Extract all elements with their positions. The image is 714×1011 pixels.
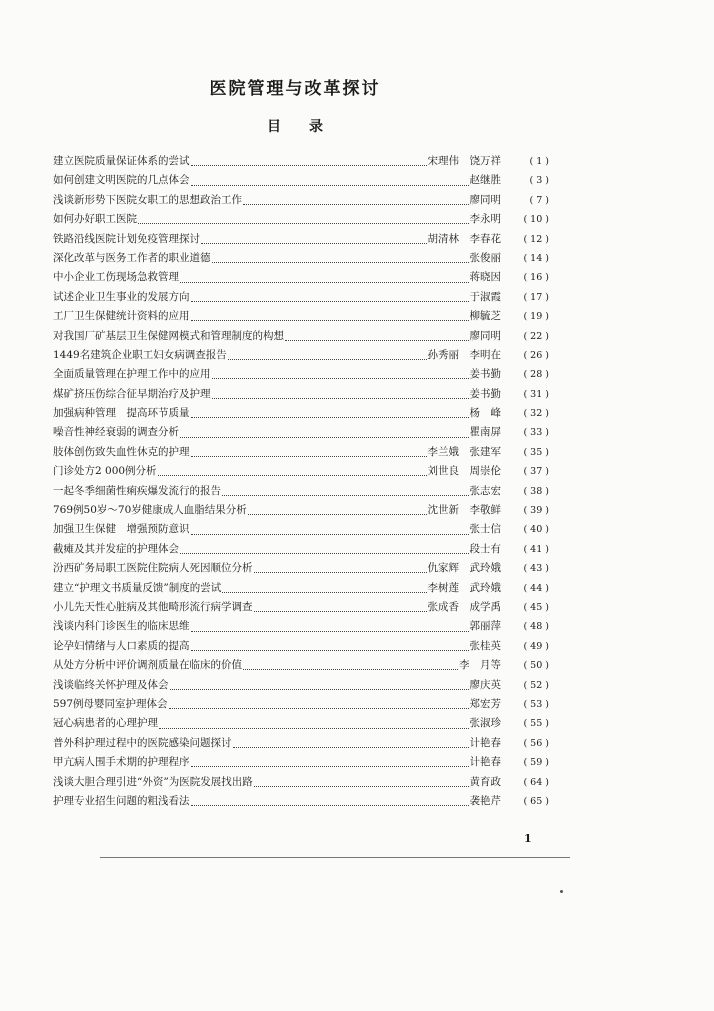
dot-leader	[285, 328, 469, 341]
dot-leader	[248, 502, 427, 515]
entry-title: 浅谈内科门诊医生的临床思维	[53, 620, 190, 633]
entry-title: 如何创建文明医院的几点体会	[53, 174, 190, 187]
entry-page: ( 17 )	[523, 291, 549, 303]
entry-title: 全面质量管理在护理工作中的应用	[53, 368, 211, 381]
entry-author: 张士信	[469, 523, 501, 536]
entry-page-number: 43	[530, 563, 543, 575]
entry-title: 深化改革与医务工作者的职业道德	[53, 251, 211, 264]
bottom-rule	[100, 857, 570, 858]
entry-page: ( 64 )	[523, 776, 549, 788]
entry-page-number: 50	[530, 660, 543, 672]
entry-page: ( 55 )	[523, 718, 549, 730]
entry-page: ( 33 )	[523, 427, 549, 439]
dot-leader	[254, 599, 427, 612]
toc-entry	[53, 637, 549, 656]
entry-author: 李永明	[469, 213, 501, 226]
entry-page: ( 31 )	[523, 388, 549, 400]
dot-leader	[191, 522, 469, 535]
toc-entry	[53, 268, 549, 287]
toc-entry	[53, 540, 549, 559]
entry-page: ( 38 )	[523, 485, 549, 497]
entry-page: ( 43 )	[523, 563, 549, 575]
entry-page-number: 44	[530, 582, 543, 594]
entry-page: ( 45 )	[523, 601, 549, 613]
entry-title: 一起冬季细菌性痢疾爆发流行的报告	[53, 484, 221, 497]
entry-author: 于淑霞	[469, 290, 501, 303]
entry-page-number: 19	[530, 311, 543, 323]
entry-author: 张俊丽	[469, 251, 501, 264]
entry-title: 769例50岁～70岁健康成人血脂结果分析	[53, 504, 247, 517]
toc-entry	[53, 307, 549, 326]
entry-page-number: 41	[530, 543, 543, 555]
entry-title: 甲亢病人围手术期的护理程序	[53, 756, 190, 769]
entry-page: ( 14 )	[523, 252, 549, 264]
entry-page: ( 49 )	[523, 640, 549, 652]
entry-title: 加强卫生保健 增强预防意识	[53, 523, 190, 536]
toc-entry	[53, 462, 549, 481]
entry-page: ( 12 )	[523, 233, 549, 245]
entry-page-number: 37	[530, 466, 543, 478]
entry-page-number: 39	[530, 505, 543, 517]
entry-title: 从处方分析中评价调剂质量在临床的价值	[53, 659, 242, 672]
entry-author: 张桂英	[469, 639, 501, 652]
book-title: 医院管理与改革探讨	[209, 79, 381, 99]
entry-author: 廖同明	[469, 329, 501, 342]
entry-title: 加强病种管理 提高环节质量	[53, 407, 190, 420]
entry-author: 廖庆英	[469, 678, 501, 691]
entry-author: 赵继胜	[469, 174, 501, 187]
entry-author: 郭丽萍	[469, 620, 501, 633]
dot-leader	[254, 774, 469, 787]
entry-page: ( 50 )	[523, 660, 549, 672]
entry-page: ( 19 )	[523, 311, 549, 323]
dot-leader	[191, 754, 469, 767]
toc-entry	[53, 346, 549, 365]
toc-entry	[53, 327, 549, 346]
entry-title: 普外科护理过程中的医院感染问题探讨	[53, 736, 232, 749]
entry-title: 肢体创伤致失血性休克的护理	[53, 445, 190, 458]
entry-page-number: 49	[530, 640, 543, 652]
entry-author: 李树莲 武玲娥	[427, 581, 501, 594]
entry-author: 杨 峰	[469, 407, 501, 420]
entry-author: 孙秀丽 李明在	[427, 348, 501, 361]
entry-title: 1449名建筑企业职工妇女病调查报告	[53, 348, 227, 361]
dot-leader	[191, 153, 427, 166]
entry-title: 噪音性神经衰弱的调查分析	[53, 426, 179, 439]
entry-author: 李兰娥 张建军	[427, 445, 501, 458]
toc-entry	[53, 734, 549, 753]
table-of-contents	[53, 152, 549, 811]
entry-page-number: 59	[530, 757, 543, 769]
toc-entry	[53, 249, 549, 268]
entry-page: ( 32 )	[523, 408, 549, 420]
entry-author: 袭艳芹	[469, 794, 501, 807]
entry-title: 建立医院质量保证体系的尝试	[53, 155, 190, 167]
entry-title: 护理专业招生问题的粗浅看法	[53, 794, 190, 807]
dot-leader	[180, 270, 469, 283]
toc-heading: 目 录	[267, 119, 323, 135]
dot-leader	[170, 677, 469, 690]
entry-page: ( 40 )	[523, 524, 549, 536]
dot-leader	[191, 405, 469, 418]
dot-leader	[191, 619, 469, 632]
toc-entry	[53, 482, 549, 501]
toc-entry	[53, 579, 549, 598]
entry-page-number: 65	[530, 795, 543, 807]
toc-entry	[53, 230, 549, 249]
entry-title: 浅谈临终关怀护理及体会	[53, 678, 169, 691]
dot-leader	[212, 366, 469, 379]
entry-author: 沈世新 李敬鲜	[427, 504, 501, 517]
entry-page-number: 40	[530, 524, 543, 536]
entry-author: 黄育政	[469, 775, 501, 788]
entry-title: 如何办好职工医院	[53, 213, 137, 226]
dot-leader	[212, 250, 469, 263]
entry-page-number: 14	[530, 252, 543, 264]
entry-page-number: 48	[530, 621, 543, 633]
entry-title: 对我国厂矿基层卫生保健网模式和管理制度的构想	[53, 329, 284, 342]
entry-title: 工厂卫生保健统计资料的应用	[53, 310, 190, 323]
entry-title: 汾西矿务局职工医院住院病人死因顺位分析	[53, 562, 253, 575]
toc-entry	[53, 617, 549, 636]
entry-page: ( 35 )	[523, 446, 549, 458]
dot-leader	[191, 638, 469, 651]
entry-author: 张成香 成学禹	[427, 600, 501, 613]
entry-page: ( 59 )	[523, 757, 549, 769]
entry-author: 蒋晓因	[469, 271, 501, 284]
toc-entry	[53, 714, 549, 733]
entry-page: ( 41 )	[523, 543, 549, 555]
entry-author: 姜书勤	[469, 387, 501, 400]
dot-leader	[243, 657, 458, 670]
entry-page: ( 7 )	[529, 194, 549, 206]
entry-page-number: 17	[530, 291, 543, 303]
entry-page: ( 3 )	[529, 175, 549, 187]
entry-title: 浅谈新形势下医院女职工的思想政治工作	[53, 193, 242, 206]
entry-title: 中小企业工伤现场急救管理	[53, 271, 179, 284]
entry-page: ( 22 )	[523, 330, 549, 342]
entry-page-number: 26	[530, 349, 543, 361]
entry-author: 仇家辉 武玲娥	[427, 562, 501, 575]
entry-title: 建立“护理文书质量反馈”制度的尝试	[53, 581, 222, 594]
entry-page: ( 56 )	[523, 737, 549, 749]
toc-entry	[53, 598, 549, 617]
entry-page-number: 7	[536, 194, 543, 206]
entry-page-number: 1	[536, 156, 543, 167]
dot-leader	[191, 289, 469, 302]
entry-page-number: 52	[530, 679, 543, 691]
entry-page: ( 16 )	[523, 272, 549, 284]
entry-page: ( 1 )	[529, 156, 549, 167]
toc-entry	[53, 559, 549, 578]
dot-leader	[158, 463, 427, 476]
entry-page: ( 28 )	[523, 369, 549, 381]
entry-author: 刘世良 周崇伦	[427, 465, 501, 478]
dot-leader	[243, 192, 469, 205]
entry-page-number: 38	[530, 485, 543, 497]
entry-title: 597例母婴同室护理体会	[53, 697, 168, 710]
dot-leader	[191, 308, 469, 321]
entry-page: ( 44 )	[523, 582, 549, 594]
entry-page: ( 52 )	[523, 679, 549, 691]
entry-page: ( 53 )	[523, 698, 549, 710]
entry-author: 廖同明	[469, 193, 501, 206]
entry-author: 李 月等	[459, 659, 501, 672]
toc-entry	[53, 404, 549, 423]
entry-title: 小儿先天性心脏病及其他畸形流行病学调查	[53, 600, 253, 613]
dot-leader	[254, 560, 427, 573]
toc-entry	[53, 152, 549, 171]
dot-leader	[222, 483, 469, 496]
dot-leader	[212, 386, 469, 399]
entry-page: ( 39 )	[523, 505, 549, 517]
dot-leader	[201, 231, 427, 244]
dot-leader	[169, 696, 469, 709]
entry-page-number: 45	[530, 601, 543, 613]
dot-leader	[159, 716, 469, 729]
entry-page: ( 37 )	[523, 466, 549, 478]
toc-entry	[53, 792, 549, 811]
entry-page-number: 55	[530, 718, 543, 730]
entry-page: ( 10 )	[523, 214, 549, 226]
entry-page-number: 32	[530, 408, 543, 420]
toc-entry	[53, 443, 549, 462]
entry-author: 张志宏	[469, 484, 501, 497]
toc-entry	[53, 210, 549, 229]
toc-entry	[53, 676, 549, 695]
entry-page-number: 28	[530, 369, 543, 381]
toc-entry	[53, 385, 549, 404]
dot-leader	[228, 347, 427, 360]
toc-entry	[53, 656, 549, 675]
dot-leader	[180, 425, 469, 438]
dot-leader	[222, 580, 426, 593]
entry-page-number: 16	[530, 272, 543, 284]
toc-entry	[53, 171, 549, 190]
entry-title: 浅谈大胆合理引进“外资”为医院发展找出路	[53, 775, 253, 788]
toc-entry	[53, 773, 549, 792]
dot-leader	[191, 793, 469, 806]
entry-page: ( 26 )	[523, 349, 549, 361]
page-number: 1	[524, 832, 532, 845]
scan-speck	[560, 890, 563, 893]
entry-author: 胡清林 李春花	[427, 232, 501, 245]
entry-title: 论孕妇情绪与人口素质的提高	[53, 639, 190, 652]
entry-author: 计艳春	[469, 736, 501, 749]
entry-author: 段士有	[469, 542, 501, 555]
entry-title: 冠心病患者的心理护理	[53, 717, 158, 730]
entry-page-number: 31	[530, 388, 543, 400]
entry-page-number: 12	[530, 233, 543, 245]
entry-title: 门诊处方2 000例分析	[53, 465, 157, 478]
toc-entry	[53, 365, 549, 384]
entry-author: 宋理伟 饶万祥	[427, 155, 501, 167]
dot-leader	[233, 735, 469, 748]
entry-page-number: 22	[530, 330, 543, 342]
entry-author: 姜书勤	[469, 368, 501, 381]
entry-page-number: 33	[530, 427, 543, 439]
dot-leader	[191, 444, 427, 457]
entry-title: 截瘫及其并发症的护理体会	[53, 542, 179, 555]
entry-title: 煤矿挤压伤综合征早期治疗及护理	[53, 387, 211, 400]
entry-page: ( 65 )	[523, 795, 549, 807]
toc-entry	[53, 191, 549, 210]
dot-leader	[191, 173, 469, 186]
entry-page-number: 35	[530, 446, 543, 458]
entry-title: 铁路沿线医院计划免疫管理探讨	[53, 232, 200, 245]
entry-page-number: 3	[536, 175, 543, 187]
toc-entry	[53, 695, 549, 714]
entry-author: 计艳春	[469, 756, 501, 769]
entry-title: 试述企业卫生事业的发展方向	[53, 290, 190, 303]
entry-author: 张淑珍	[469, 717, 501, 730]
toc-entry	[53, 288, 549, 307]
dot-leader	[138, 211, 469, 224]
entry-author: 瞿南屏	[469, 426, 501, 439]
toc-entry	[53, 753, 549, 772]
entry-author: 柳毓芝	[469, 310, 501, 323]
entry-author: 郑宏芳	[469, 697, 501, 710]
entry-page-number: 10	[530, 214, 543, 226]
entry-page-number: 56	[530, 737, 543, 749]
entry-page-number: 53	[530, 698, 543, 710]
entry-page: ( 48 )	[523, 621, 549, 633]
toc-entry	[53, 501, 549, 520]
dot-leader	[180, 541, 469, 554]
toc-entry	[53, 423, 549, 442]
entry-page-number: 64	[530, 776, 543, 788]
toc-entry	[53, 520, 549, 539]
